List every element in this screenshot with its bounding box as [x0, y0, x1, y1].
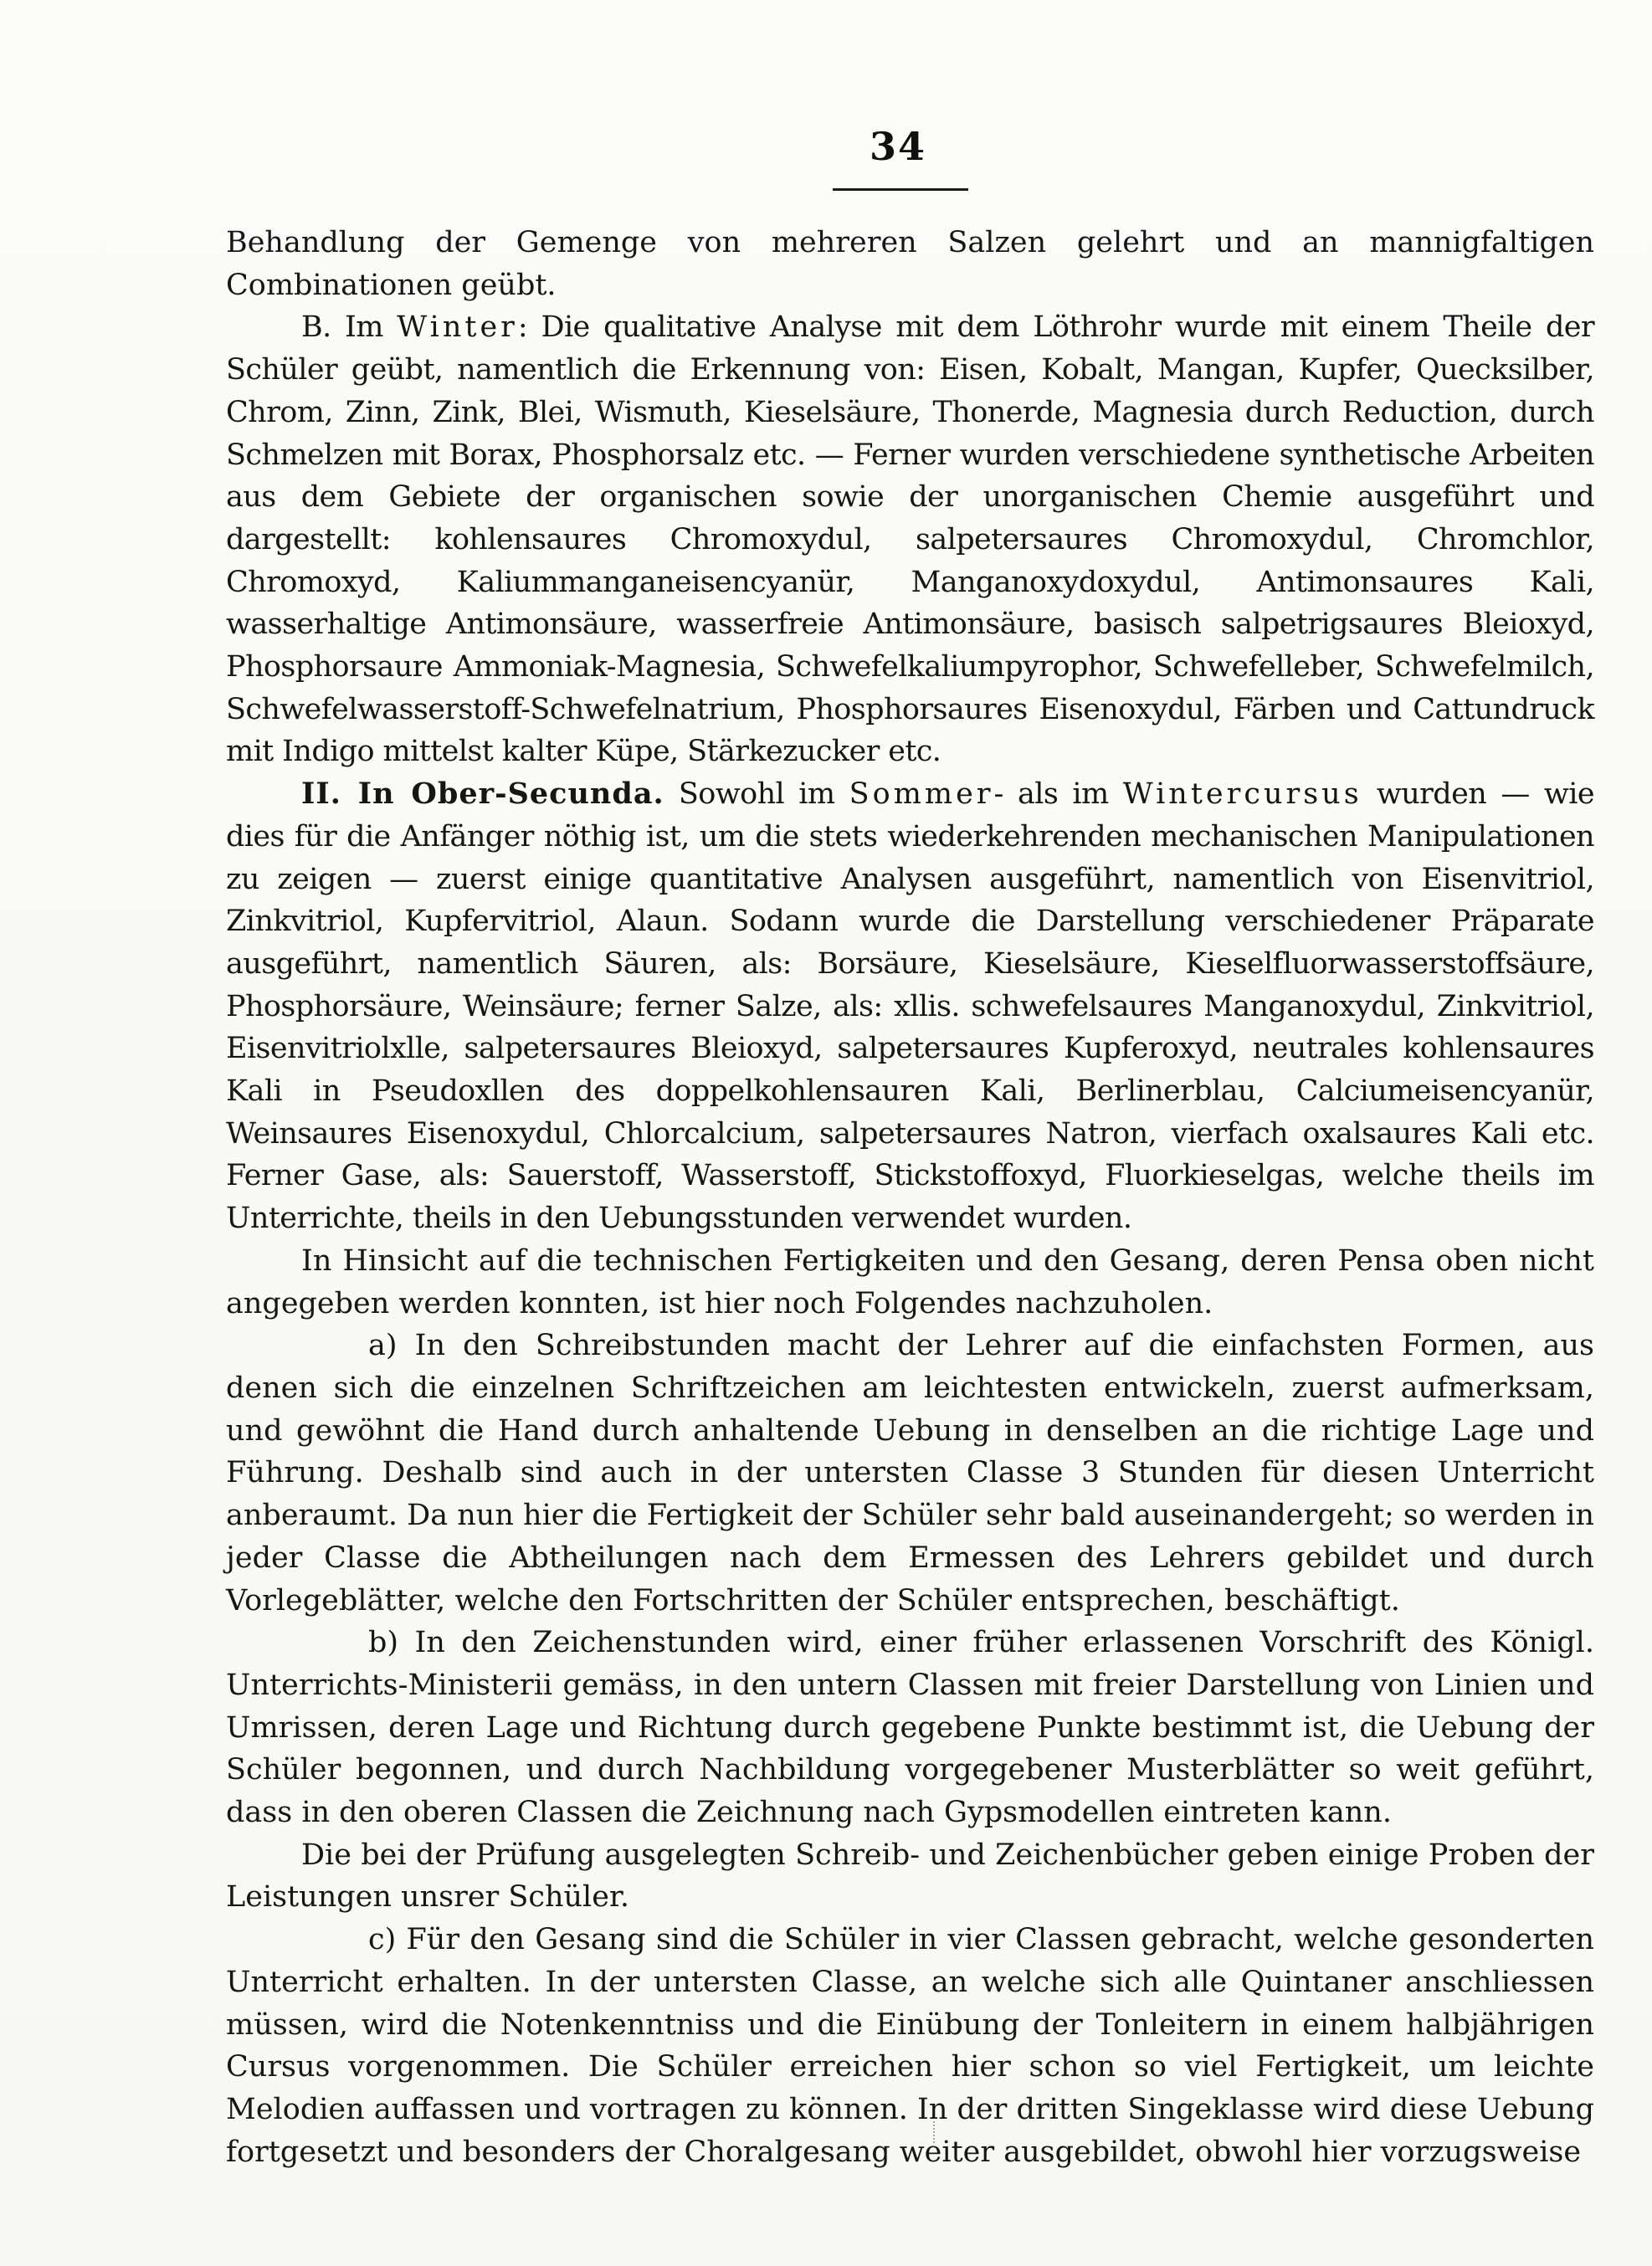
emphasis-winter: Winter [397, 310, 518, 345]
paragraph-technical-skills [226, 1240, 1594, 1325]
paragraph-lead: B. Im [301, 310, 398, 345]
emphasis-sommer: Sommer [849, 777, 994, 812]
paragraph-ober-secunda [226, 773, 1594, 1240]
paragraph-drawing-lessons [226, 1622, 1594, 1834]
header-rule [833, 188, 968, 191]
body-text [226, 222, 1594, 2173]
paragraph-text: c) Für den Gesang sind die Schüler in vier Classen gebracht, welche gesonderten Unterricht erhalten. In der untersten Classe, an welche sich alle Quintaner anschliessen müssen, wird die Notenkenntniss und die Einübung der Tonleitern in einem halbjährigen Cursus vorgenommen. Die Schüler erreichen hier schon so viel Fertigkeit, um leichte Melodien auffassen und vortragen zu können. In der dritten Singeklasse wird diese Uebung fortgesetzt und besonders der Choralgesang weiter ausgebildet, obwohl hier vorzugsweise [226, 1923, 1594, 2169]
page-number: 34 [869, 124, 926, 169]
paragraph-singing [226, 1919, 1594, 2173]
paragraph-text: Behandlung der Gemenge von mehreren Salzen gelehrt und an mannigfaltigen Combinationen geübt. [226, 226, 1594, 302]
emphasis-wintercursus: Wintercursus [1122, 777, 1362, 812]
paper-mark [933, 2121, 943, 2143]
paragraph-text: wurden — wie dies für die Anfänger nöthig ist, um die stets wiederkehrenden mechanischen Manipulationen zu zeigen — zuerst einige quantitative Analysen ausgeführt, namentlich von Eisenvitriol, Zinkvitriol, Kupfervitriol, Alaun. Sodann wurde die Darstellung verschiedener Präparate ausgeführt, namentlich Säuren, als: Borsäure, Kieselsäure, Kieselfluorwasserstoffsäure, Phosphorsäure, Weinsäure; ferner Salze, als: xllis. schwefelsaures Manganoxydul, Zinkvitriol, Eisenvitriolxlle, salpetersaures Bleioxyd, salpetersaures Kupferoxyd, neutrales kohlensaures Kali in Pseudoxllen des doppelkohlensauren Kali, Berlinerblau, Calciumeisencyanür, Weinsaures Eisenoxydul, Chlorcalcium, salpetersaures Natron, vierfach oxalsaures Kali etc. Ferner Gase, als: Sauerstoff, Wasserstoff, Stickstoffoxyd, Fluorkieselgas, welche theils im Unterrichte, theils in den Uebungsstunden verwendet wurden. [226, 777, 1594, 1236]
paragraph-text: - als im [993, 777, 1123, 812]
paragraph-text: In Hinsicht auf die technischen Fertigkeiten und den Gesang, deren Pensa oben nicht angegeben werden konnten, ist hier noch Folgendes nachzuholen. [226, 1243, 1594, 1320]
paragraph-winter [226, 306, 1594, 773]
paragraph-text: : Die qualitative Analyse mit dem Löthrohr wurde mit einem Theile der Schüler geübt, namentlich die Erkennung von: Eisen, Kobalt, Mangan, Kupfer, Quecksilber, Chrom, Zinn, Zink, Blei, Wismuth, Kieselsäure, Thonerde, Magnesia durch Reduction, durch Schmelzen mit Borax, Phosphorsalz etc. — Ferner wurden verschiedene synthetische Arbeiten aus dem Gebiete der organischen sowie der unorganischen Chemie ausgeführt und dargestellt: kohlensaures Chromoxydul, salpetersaures Chromoxydul, Chromchlor, Chromoxyd, Kaliummanganeisencyanür, Manganoxydoxydul, Antimonsaures Kali, wasserhaltige Antimonsäure, wasserfreie Antimonsäure, basisch salpetrigsaures Bleioxyd, Phosphorsaure Ammoniak-Magnesia, Schwefelkaliumpyrophor, Schwefelleber, Schwefelmilch, Schwefelwasserstoff-Schwefelnatrium, Phosphorsaures Eisenoxydul, Färben und Cattundruck mit Indigo mittelst kalter Küpe, Stärkezucker etc. [226, 310, 1594, 769]
paragraph-combinations [226, 222, 1594, 306]
paragraph-text: b) In den Zeichenstunden wird, einer früher erlassenen Vorschrift des Königl. Unterrichts-Ministerii gemäss, in den untern Classen mit freier Darstellung von Linien und Umrissen, deren Lage und Richtung durch gegebene Punkte bestimmt ist, die Uebung der Schüler begonnen, und durch Nachbildung vorgegebener Musterblätter so weit geführt, dass in den oberen Classen die Zeichnung nach Gypsmodellen eintreten kann. [226, 1626, 1594, 1830]
paragraph-writing-lessons [226, 1325, 1594, 1622]
page-number-header [831, 124, 965, 169]
paragraph-text: Die bei der Prüfung ausgelegten Schreib- und Zeichenbücher geben einige Proben der Leistungen unsrer Schüler. [226, 1838, 1594, 1915]
paragraph-text: a) In den Schreibstunden macht der Lehrer auf die einfachsten Formen, aus denen sich die einzelnen Schriftzeichen am leichtesten entwickeln, zuerst aufmerksam, und gewöhnt die Hand durch anhaltende Uebung in denselben an die richtige Lage und Führung. Deshalb sind auch in der untersten Classe 3 Stunden für diesen Unterricht anberaumt. Da nun hier die Fertigkeit der Schüler sehr bald auseinandergeht; so werden in jeder Classe die Abtheilungen nach dem Ermessen des Lehrers gebildet und durch Vorlegeblätter, welche den Fortschritten der Schüler entsprechen, beschäftigt. [226, 1329, 1594, 1617]
paragraph-exam-books [226, 1834, 1594, 1919]
paragraph-text: Sowohl im [664, 777, 849, 812]
section-heading: II. In Ober-Secunda. [301, 777, 664, 812]
